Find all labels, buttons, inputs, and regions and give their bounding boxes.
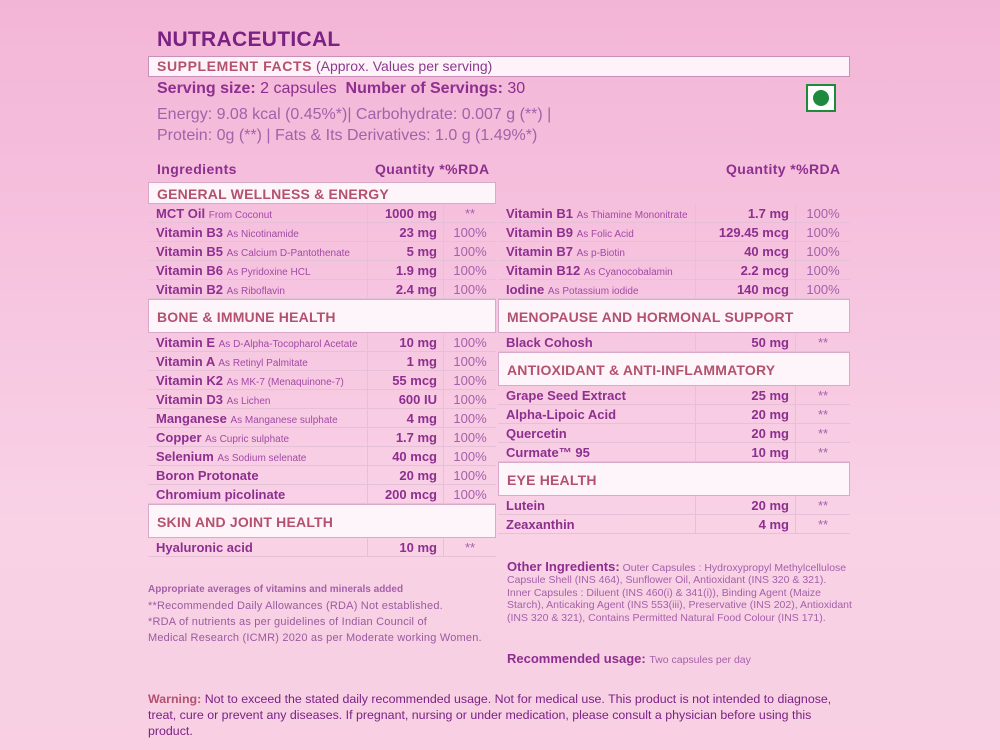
- ingredient-quantity: 23 mg: [368, 223, 444, 241]
- ingredient-name: Vitamin B1: [506, 206, 573, 221]
- ingredient-rda: 100%: [453, 244, 487, 259]
- ingredient-quantity: 20 mg: [696, 496, 796, 514]
- ingredient-quantity: 600 IU: [368, 390, 444, 408]
- serving-size-value: 2 capsules: [260, 80, 337, 97]
- ingredient-quantity: 4 mg: [368, 409, 444, 427]
- ingredient-name: Curmate™ 95: [506, 445, 590, 460]
- ingredient-name: Grape Seed Extract: [506, 388, 626, 403]
- other-ingredients-label: Other Ingredients:: [507, 559, 620, 574]
- ingredient-row: [148, 485, 496, 504]
- ingredient-source: As Nicotinamide: [226, 229, 299, 240]
- ingredient-name-cell: [148, 261, 368, 279]
- ingredient-rda: **: [464, 540, 476, 555]
- footnote-icmr-1: *RDA of nutrients as per guidelines of Indian Council of: [148, 616, 428, 628]
- ingredient-name-cell: [148, 352, 368, 370]
- ingredient-quantity: 50 mg: [696, 333, 796, 351]
- ingredient-rda: 100%: [453, 449, 487, 464]
- ingredient-quantity: 10 mg: [696, 443, 796, 461]
- ingredient-name: Vitamin B6: [156, 263, 223, 278]
- ingredient-row: [498, 515, 850, 534]
- ingredient-row: [148, 428, 496, 447]
- ingredient-rda: 100%: [453, 487, 487, 502]
- ingredient-row: [148, 223, 496, 242]
- ingredient-row: [498, 261, 850, 280]
- ingredient-name: Lutein: [506, 498, 545, 513]
- ingredient-rda: 100%: [453, 354, 487, 369]
- ingredient-quantity: 55 mcg: [368, 371, 444, 389]
- ingredient-row: [498, 242, 850, 261]
- usage-label: Recommended usage:: [507, 651, 646, 666]
- ingredient-quantity: 200 mcg: [368, 485, 444, 503]
- recommended-usage: [507, 651, 751, 666]
- ingredient-rda: **: [817, 407, 829, 422]
- ingredient-quantity: 129.45 mcg: [696, 223, 796, 241]
- ingredient-name-cell: [498, 405, 696, 423]
- ingredient-row: [148, 390, 496, 409]
- supplement-facts-bar: [148, 56, 850, 77]
- ingredient-quantity: 40 mcg: [368, 447, 444, 465]
- ingredient-name-cell: [148, 538, 368, 556]
- footnote-rda-not-established: **Recommended Daily Allowances (RDA) Not established.: [148, 600, 443, 612]
- other-ingredients-text: Outer Capsules : Hydroxypropyl Methylcellulose Capsule Shell (INS 464), Sunflower Oil, Antioxidant (INS 320 & 321). Inner Capsules : Diluent (INS 460(i) & 341(i)), Binding Agent (Maize Starch), Anticaking Agent (INS 553(iii), Preservative (INS 202), Antioxidant (INS 320 & 321), Contains Permitted Natural Food Colour (INS 171).: [507, 562, 852, 624]
- ingredient-name: Black Cohosh: [506, 335, 593, 350]
- ingredients-left-column: [148, 182, 496, 557]
- ingredient-name: Vitamin B7: [506, 244, 573, 259]
- ingredient-source: As Sodium selenate: [217, 453, 307, 464]
- ingredient-name-cell: [148, 223, 368, 241]
- ingredient-name-cell: [148, 204, 368, 222]
- ingredient-row: [498, 424, 850, 443]
- ingredient-quantity: 2.4 mg: [368, 280, 444, 298]
- ingredient-name-cell: [498, 280, 696, 298]
- ingredient-quantity: 1.9 mg: [368, 261, 444, 279]
- ingredient-quantity: 2.2 mcg: [696, 261, 796, 279]
- ingredient-quantity: 25 mg: [696, 386, 796, 404]
- ingredient-name: Iodine: [506, 282, 545, 297]
- ingredient-rda: 100%: [806, 282, 840, 297]
- section-header: MENOPAUSE AND HORMONAL SUPPORT: [498, 299, 850, 333]
- ingredient-name-cell: [498, 496, 696, 514]
- ingredient-name: Chromium picolinate: [156, 487, 286, 502]
- ingredient-name-cell: [498, 424, 696, 442]
- ingredient-name-cell: [498, 515, 696, 533]
- ingredient-row: [148, 204, 496, 223]
- ingredient-name: Copper: [156, 430, 202, 445]
- ingredient-rda: **: [817, 335, 829, 350]
- ingredient-name-cell: [148, 333, 368, 351]
- ingredient-rda: 100%: [453, 430, 487, 445]
- ingredient-quantity: 20 mg: [696, 424, 796, 442]
- ingredient-source: As MK-7 (Menaquinone-7): [226, 377, 344, 388]
- page-title: NUTRACEUTICAL: [157, 28, 341, 51]
- ingredient-name: Manganese: [156, 411, 227, 426]
- usage-value: Two capsules per day: [649, 654, 751, 666]
- section-header: BONE & IMMUNE HEALTH: [148, 299, 496, 333]
- ingredient-row: [498, 204, 850, 223]
- ingredient-name-cell: [498, 333, 696, 351]
- servings-count-value: 30: [507, 80, 526, 97]
- ingredient-name: Vitamin B3: [156, 225, 223, 240]
- ingredient-row: [148, 261, 496, 280]
- supplement-facts-note: (Approx. Values per serving): [315, 58, 493, 74]
- ingredient-name: Selenium: [156, 449, 214, 464]
- ingredient-rda: 100%: [806, 263, 840, 278]
- ingredient-name: Hyaluronic acid: [156, 540, 253, 555]
- ingredient-source: As Lichen: [226, 396, 271, 407]
- quantity-rda-header-right: Quantity *%RDA: [726, 161, 841, 177]
- ingredient-name-cell: [498, 386, 696, 404]
- ingredient-name: Vitamin B12: [506, 263, 581, 278]
- warning-body: Not to exceed the stated daily recommended usage. Not for medical use. This product is not intended to diagnose, treat, cure or prevent any diseases. If pregnant, nursing or under medication, please consult a physician before using this product.: [148, 692, 832, 738]
- ingredient-row: [148, 333, 496, 352]
- ingredient-rda: 100%: [453, 411, 487, 426]
- ingredient-rda: 100%: [453, 392, 487, 407]
- ingredient-quantity: 1.7 mg: [696, 204, 796, 222]
- ingredient-source: As Folic Acid: [576, 229, 634, 240]
- ingredient-row: [498, 280, 850, 299]
- ingredient-quantity: 20 mg: [368, 466, 444, 484]
- nutrition-line-1: Energy: 9.08 kcal (0.45%*)| Carbohydrate: 0.007 g (**) |: [157, 106, 552, 123]
- ingredient-quantity: 10 mg: [368, 538, 444, 556]
- ingredient-quantity: 1.7 mg: [368, 428, 444, 446]
- ingredient-quantity: 140 mcg: [696, 280, 796, 298]
- ingredient-row: [148, 447, 496, 466]
- ingredient-row: [148, 466, 496, 485]
- ingredient-name: Vitamin E: [156, 335, 216, 350]
- footnote-icmr-2: Medical Research (ICMR) 2020 as per Moderate working Women.: [148, 632, 482, 644]
- ingredient-source: As Potassium iodide: [547, 286, 639, 297]
- ingredient-row: [148, 371, 496, 390]
- ingredient-rda: **: [817, 388, 829, 403]
- ingredient-rda: **: [817, 517, 829, 532]
- ingredient-source: As Cyanocobalamin: [583, 267, 673, 278]
- ingredient-name-cell: [148, 409, 368, 427]
- ingredient-row: [498, 443, 850, 462]
- ingredient-quantity: 20 mg: [696, 405, 796, 423]
- ingredient-name-cell: [498, 223, 696, 241]
- ingredient-row: [498, 496, 850, 515]
- ingredient-rda: 100%: [453, 282, 487, 297]
- ingredient-source: As Manganese sulphate: [230, 415, 338, 426]
- ingredient-rda: 100%: [453, 335, 487, 350]
- ingredient-quantity: 5 mg: [368, 242, 444, 260]
- veg-symbol-icon: [806, 84, 836, 112]
- ingredient-rda: 100%: [453, 263, 487, 278]
- ingredient-name: Vitamin A: [156, 354, 215, 369]
- ingredient-rda: **: [817, 498, 829, 513]
- ingredient-source: As Pyridoxine HCL: [226, 267, 311, 278]
- ingredient-name-cell: [498, 242, 696, 260]
- ingredient-name-cell: [148, 428, 368, 446]
- ingredient-name-cell: [148, 485, 368, 503]
- ingredient-quantity: 1000 mg: [368, 204, 444, 222]
- ingredient-row: [498, 386, 850, 405]
- section-header: ANTIOXIDANT & ANTI-INFLAMMATORY: [498, 352, 850, 386]
- ingredient-rda: **: [817, 426, 829, 441]
- ingredient-name: Alpha-Lipoic Acid: [506, 407, 617, 422]
- section-header: EYE HEALTH: [498, 462, 850, 496]
- ingredient-quantity: 4 mg: [696, 515, 796, 533]
- ingredient-name-cell: [148, 242, 368, 260]
- ingredient-name-cell: [148, 280, 368, 298]
- ingredient-rda: 100%: [806, 244, 840, 259]
- ingredient-name: Boron Protonate: [156, 468, 259, 483]
- ingredient-name: Vitamin B2: [156, 282, 223, 297]
- ingredient-rda: 100%: [806, 206, 840, 221]
- warning-text: [148, 691, 858, 739]
- ingredient-rda: 100%: [806, 225, 840, 240]
- ingredient-rda: 100%: [453, 225, 487, 240]
- ingredient-source: As Cupric sulphate: [205, 434, 290, 445]
- warning-label: Warning:: [148, 692, 202, 706]
- ingredient-name-cell: [498, 443, 696, 461]
- ingredient-quantity: 1 mg: [368, 352, 444, 370]
- ingredient-name-cell: [148, 390, 368, 408]
- nutrition-line-2: Protein: 0g (**) | Fats & Its Derivatives: 1.0 g (1.49%*): [157, 127, 538, 144]
- ingredient-row: [498, 223, 850, 242]
- servings-count-label: Number of Servings:: [345, 80, 503, 97]
- ingredient-name-cell: [498, 261, 696, 279]
- ingredient-source: As Retinyl Palmitate: [218, 358, 308, 369]
- ingredient-name-cell: [148, 447, 368, 465]
- ingredient-name: MCT Oil: [156, 206, 206, 221]
- serving-info: [157, 80, 525, 98]
- ingredient-row: [148, 538, 496, 557]
- ingredient-source: As Thiamine Mononitrate: [576, 210, 688, 221]
- ingredient-quantity: 10 mg: [368, 333, 444, 351]
- ingredient-name-cell: [148, 371, 368, 389]
- ingredient-row: [148, 242, 496, 261]
- section-header: SKIN AND JOINT HEALTH: [148, 504, 496, 538]
- ingredient-name-cell: [498, 204, 696, 222]
- ingredient-row: [148, 280, 496, 299]
- other-ingredients: [507, 561, 852, 624]
- supplement-facts-heading: SUPPLEMENT FACTS: [157, 58, 313, 74]
- section-spacer: [498, 182, 850, 204]
- ingredient-name: Vitamin B5: [156, 244, 223, 259]
- ingredient-name: Vitamin D3: [156, 392, 223, 407]
- ingredient-name: Vitamin B9: [506, 225, 573, 240]
- ingredient-source: As p-Biotin: [576, 248, 625, 259]
- ingredient-rda: **: [817, 445, 829, 460]
- ingredient-row: [498, 333, 850, 352]
- ingredient-rda: 100%: [453, 373, 487, 388]
- ingredient-name: Quercetin: [506, 426, 567, 441]
- ingredient-source: From Coconut: [208, 210, 273, 221]
- ingredients-right-column: [498, 182, 850, 534]
- ingredient-row: [148, 409, 496, 428]
- footnotes: [148, 584, 518, 646]
- ingredient-quantity: 40 mcg: [696, 242, 796, 260]
- section-header: GENERAL WELLNESS & ENERGY: [148, 182, 496, 204]
- ingredient-rda: **: [464, 206, 476, 221]
- ingredient-row: [498, 405, 850, 424]
- ingredient-source: As D-Alpha-Tocopharol Acetate: [218, 339, 358, 350]
- ingredient-name: Zeaxanthin: [506, 517, 575, 532]
- ingredient-rda: 100%: [453, 468, 487, 483]
- ingredient-name: Vitamin K2: [156, 373, 223, 388]
- ingredients-header: Ingredients: [157, 161, 237, 177]
- ingredient-source: As Riboflavin: [226, 286, 285, 297]
- footnote-averages: Appropriate averages of vitamins and minerals added: [148, 584, 404, 595]
- ingredient-row: [148, 352, 496, 371]
- serving-size-label: Serving size:: [157, 80, 256, 97]
- ingredient-source: As Calcium D-Pantothenate: [226, 248, 350, 259]
- quantity-rda-header-left: Quantity *%RDA: [375, 161, 490, 177]
- ingredient-name-cell: [148, 466, 368, 484]
